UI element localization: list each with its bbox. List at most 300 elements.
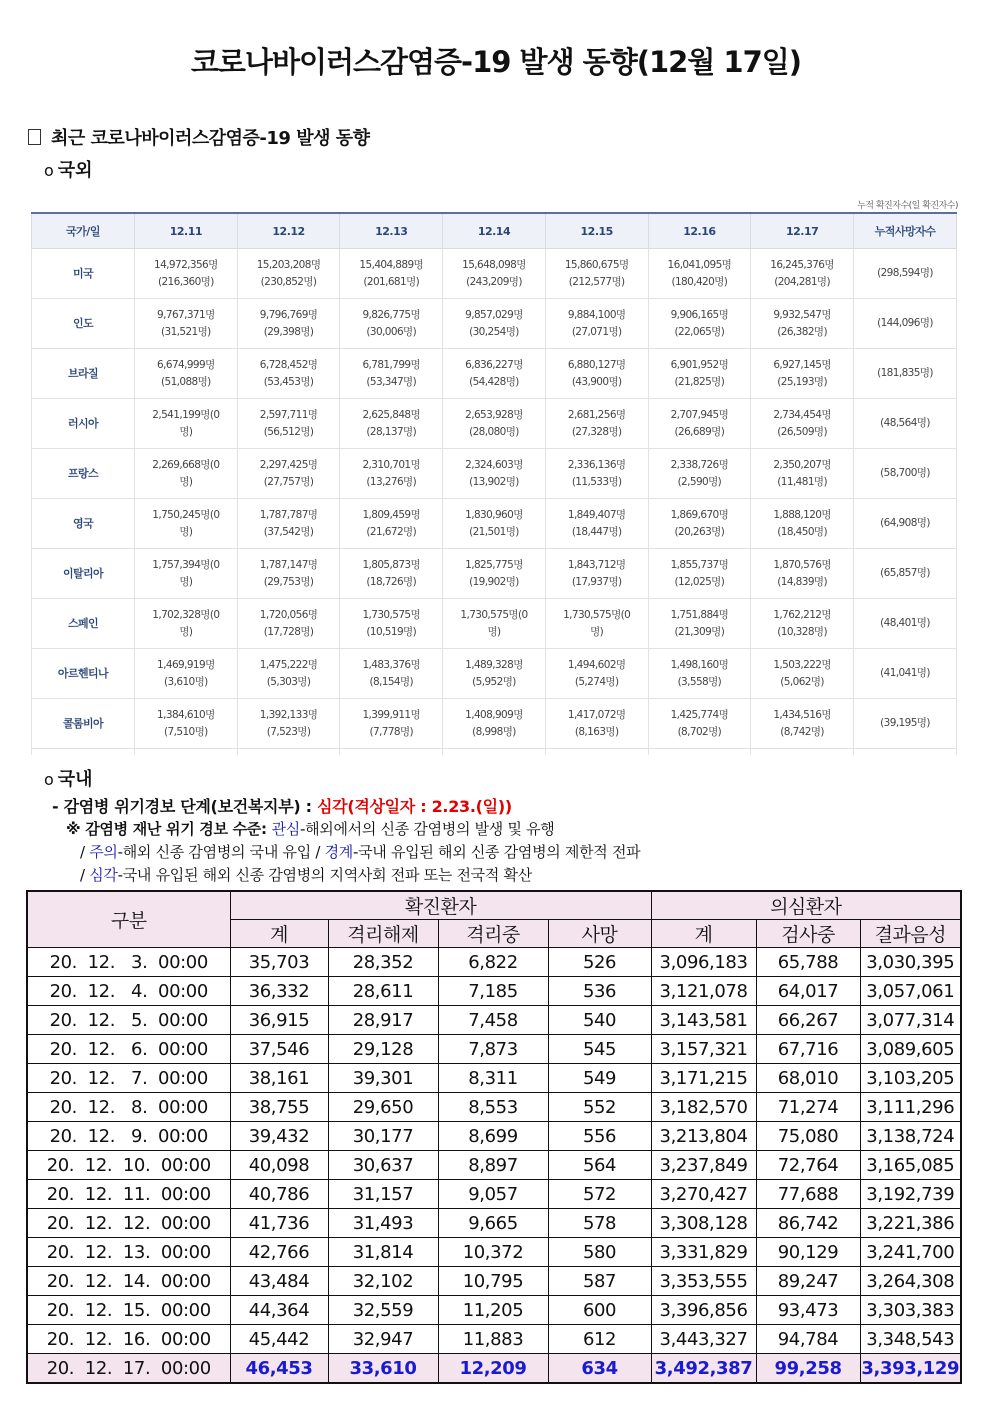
cumulative-deaths: (48,401명) <box>854 599 957 649</box>
cumulative-cases: 1,805,873명 <box>362 558 421 571</box>
header-deaths: 사망 <box>548 920 651 948</box>
cumulative-cases: 6,880,127명 <box>567 358 626 371</box>
stat-cell: 36,915 <box>230 1006 328 1035</box>
case-count-cell <box>545 699 648 749</box>
daily-cases: (5,952명) <box>472 675 516 688</box>
case-count-cell <box>443 649 546 699</box>
stat-cell: 89,247 <box>756 1267 860 1296</box>
cumulative-cases: 16,245,376명 <box>770 258 834 271</box>
cumulative-cases: 16,041,095명 <box>667 258 732 271</box>
cumulative-cases: 2,338,726명 <box>670 458 729 471</box>
stat-cell: 3,192,739 <box>860 1180 961 1209</box>
stat-cell: 564 <box>548 1151 651 1180</box>
country-row <box>32 349 957 399</box>
cumulative-cases: 2,707,945명 <box>670 408 729 421</box>
stat-cell: 77,688 <box>756 1180 860 1209</box>
note-prefix: ※ 감염병 재난 위기 경보 수준: <box>66 820 272 838</box>
stat-cell: 8,897 <box>438 1151 548 1180</box>
case-count-cell <box>340 399 443 449</box>
case-count-cell <box>545 449 648 499</box>
stat-cell: 3,182,570 <box>651 1093 756 1122</box>
daily-cases: (26,509명) <box>777 425 827 438</box>
header-released: 격리해제 <box>328 920 438 948</box>
header-date: 12.12 <box>237 213 340 249</box>
cumulative-cases: 1,503,222명 <box>773 658 831 671</box>
daily-cases: (13,902명) <box>469 475 519 488</box>
daily-stats-row <box>27 1006 961 1035</box>
stat-cell: 94,784 <box>756 1325 860 1354</box>
daily-stats-row <box>27 977 961 1006</box>
stat-cell: 580 <box>548 1238 651 1267</box>
daily-cases: (8,998명) <box>472 725 516 738</box>
stat-cell: 68,010 <box>756 1064 860 1093</box>
stat-cell: 3,057,061 <box>860 977 961 1006</box>
cumulative-cases: 1,469,919명 <box>157 658 215 671</box>
country-name: 콜롬비아 <box>32 699 135 749</box>
case-count-cell <box>545 249 648 299</box>
case-count-cell <box>135 249 238 299</box>
cumulative-cases: 2,324,603명 <box>465 458 523 471</box>
daily-cases: (5,274명) <box>574 675 619 688</box>
daily-cases: (37,542명) <box>263 525 314 538</box>
case-count-cell <box>237 299 340 349</box>
cumulative-cases: 14,972,356명 <box>154 258 218 271</box>
case-count-cell <box>340 699 443 749</box>
section-heading-text: 최근 코로나바이러스감염증-19 발생 동향 <box>51 128 370 149</box>
empty-cell <box>443 749 546 756</box>
cumulative-deaths: (64,908명) <box>854 499 957 549</box>
daily-cases: (19,902명) <box>469 575 519 588</box>
stat-cell: 28,352 <box>328 948 438 977</box>
daily-cases: 명) <box>179 475 193 488</box>
stat-cell: 29,128 <box>328 1035 438 1064</box>
cumulative-cases: 1,787,787명 <box>259 508 318 521</box>
cumulative-cases: 9,932,547명 <box>773 308 831 321</box>
header-negative: 결과음성 <box>860 920 961 948</box>
stat-cell: 8,553 <box>438 1093 548 1122</box>
cumulative-cases: 1,730,575명 <box>362 608 421 621</box>
cumulative-cases: 1,425,774명 <box>670 708 729 721</box>
cumulative-cases: 1,408,909명 <box>465 708 523 721</box>
cumulative-cases: 1,399,911명 <box>362 708 421 721</box>
case-count-cell <box>135 649 238 699</box>
stat-cell: 7,873 <box>438 1035 548 1064</box>
stat-cell: 44,364 <box>230 1296 328 1325</box>
daily-cases: (204,281명) <box>774 275 830 288</box>
daily-cases: 명) <box>179 425 193 438</box>
cumulative-cases: 1,702,328명(0 <box>152 608 220 621</box>
daily-cases: (13,276명) <box>366 475 417 488</box>
empty-cell <box>648 749 751 756</box>
cumulative-cases: 2,297,425명 <box>259 458 318 471</box>
cumulative-cases: 15,648,098명 <box>462 258 526 271</box>
case-count-cell <box>237 449 340 499</box>
stat-cell: 35,703 <box>230 948 328 977</box>
stat-cell: 3,111,296 <box>860 1093 961 1122</box>
stat-cell: 3,221,386 <box>860 1209 961 1238</box>
alert-note-line-2 <box>80 841 640 862</box>
cumulative-cases: 2,336,136명 <box>567 458 626 471</box>
case-count-cell <box>751 249 854 299</box>
country-name: 러시아 <box>32 399 135 449</box>
stat-cell: 572 <box>548 1180 651 1209</box>
stat-cell: 540 <box>548 1006 651 1035</box>
daily-stats-row <box>27 1209 961 1238</box>
date-cell: 20. 12. 11. 00:00 <box>27 1180 230 1209</box>
stat-cell: 556 <box>548 1122 651 1151</box>
cumulative-cases: 6,674,999명 <box>157 358 215 371</box>
page-title: 코로나바이러스감염증-19 발생 동향(12월 17일) <box>190 45 802 79</box>
circle-bullet-icon: o <box>44 770 54 789</box>
cumulative-cases: 6,728,452명 <box>259 358 318 371</box>
daily-cases: (8,163명) <box>574 725 619 738</box>
case-count-cell <box>648 549 751 599</box>
daily-stats-row <box>27 1035 961 1064</box>
case-count-cell <box>443 449 546 499</box>
cumulative-cases: 1,730,575명(0 <box>563 608 631 621</box>
alert-level-value: 심각(격상일자 : 2.23.(일)) <box>317 797 512 816</box>
date-cell: 20. 12. 8. 00:00 <box>27 1093 230 1122</box>
country-row <box>32 299 957 349</box>
stat-cell: 3,030,395 <box>860 948 961 977</box>
country-name: 브라질 <box>32 349 135 399</box>
stat-cell: 3,393,129 <box>860 1354 961 1384</box>
stat-cell: 31,493 <box>328 1209 438 1238</box>
case-count-cell <box>751 599 854 649</box>
cumulative-deaths: (58,700명) <box>854 449 957 499</box>
country-name: 아르헨티나 <box>32 649 135 699</box>
cumulative-cases: 1,870,576명 <box>773 558 831 571</box>
date-cell: 20. 12. 17. 00:00 <box>27 1354 230 1384</box>
header-confirmed-group: 확진환자 <box>230 891 651 920</box>
daily-cases: (29,398명) <box>263 325 314 338</box>
daily-cases: (180,420명) <box>671 275 728 288</box>
stat-cell: 86,742 <box>756 1209 860 1238</box>
date-cell: 20. 12. 7. 00:00 <box>27 1064 230 1093</box>
daily-cases: (12,025명) <box>674 575 725 588</box>
stat-cell: 32,559 <box>328 1296 438 1325</box>
cumulative-cases: 2,681,256명 <box>567 408 626 421</box>
stat-cell: 75,080 <box>756 1122 860 1151</box>
stat-cell: 42,766 <box>230 1238 328 1267</box>
header-date: 12.14 <box>443 213 546 249</box>
case-count-cell <box>135 299 238 349</box>
cumulative-cases: 1,392,133명 <box>259 708 318 721</box>
cumulative-cases: 1,489,328명 <box>465 658 523 671</box>
stat-cell: 549 <box>548 1064 651 1093</box>
foreign-label: 국외 <box>57 160 93 181</box>
level-desc-alert: -국내 유입된 해외 신종 감염병의 제한적 전파 <box>353 843 641 861</box>
case-count-cell <box>648 499 751 549</box>
daily-cases: (28,080명) <box>469 425 519 438</box>
daily-cases: (27,328명) <box>571 425 622 438</box>
stat-cell: 578 <box>548 1209 651 1238</box>
cumulative-cases: 2,625,848명 <box>362 408 421 421</box>
cumulative-cases: 2,597,711명 <box>259 408 318 421</box>
case-count-cell <box>648 249 751 299</box>
stat-cell: 99,258 <box>756 1354 860 1384</box>
daily-cases: (10,328명) <box>777 625 827 638</box>
cumulative-cases: 1,762,212명 <box>773 608 831 621</box>
stat-cell: 545 <box>548 1035 651 1064</box>
stat-cell: 3,492,387 <box>651 1354 756 1384</box>
case-count-cell <box>443 299 546 349</box>
case-count-cell <box>237 699 340 749</box>
case-count-cell <box>751 299 854 349</box>
level-desc-serious: -국내 유입된 해외 신종 감염병의 지역사회 전파 또는 전국적 확산 <box>117 866 532 884</box>
daily-stats-row <box>27 1267 961 1296</box>
daily-cases: (8,702명) <box>677 725 722 738</box>
case-count-cell <box>237 349 340 399</box>
stat-cell: 39,301 <box>328 1064 438 1093</box>
case-count-cell <box>135 499 238 549</box>
case-count-cell <box>135 349 238 399</box>
stat-cell: 31,157 <box>328 1180 438 1209</box>
stat-cell: 3,353,555 <box>651 1267 756 1296</box>
case-count-cell <box>340 649 443 699</box>
case-count-cell <box>340 499 443 549</box>
daily-cases: (27,071명) <box>571 325 622 338</box>
circle-bullet-icon: o <box>44 161 54 180</box>
case-count-cell <box>340 599 443 649</box>
stat-cell: 11,883 <box>438 1325 548 1354</box>
date-cell: 20. 12. 16. 00:00 <box>27 1325 230 1354</box>
daily-cases: (51,088명) <box>161 375 211 388</box>
level-name-serious: 심각 <box>89 866 118 884</box>
stat-cell: 32,102 <box>328 1267 438 1296</box>
section-heading <box>28 124 370 150</box>
stat-cell: 10,795 <box>438 1267 548 1296</box>
cumulative-cases: 6,836,227명 <box>465 358 523 371</box>
case-count-cell <box>751 499 854 549</box>
case-count-cell <box>340 299 443 349</box>
header-date: 12.17 <box>751 213 854 249</box>
stat-cell: 3,331,829 <box>651 1238 756 1267</box>
case-count-cell <box>648 699 751 749</box>
country-name: 프랑스 <box>32 449 135 499</box>
empty-cell <box>751 749 854 756</box>
case-count-cell <box>545 399 648 449</box>
cumulative-deaths: (144,096명) <box>854 299 957 349</box>
stat-cell: 65,788 <box>756 948 860 977</box>
case-count-cell <box>751 449 854 499</box>
daily-cases: (21,672명) <box>366 525 417 538</box>
case-count-cell <box>751 649 854 699</box>
stat-cell: 526 <box>548 948 651 977</box>
header-suspected-total: 계 <box>651 920 756 948</box>
stat-cell: 3,138,724 <box>860 1122 961 1151</box>
separator: / <box>80 866 90 884</box>
cumulative-cases: 1,830,960명 <box>465 508 523 521</box>
cumulative-cases: 1,720,056명 <box>259 608 318 621</box>
foreign-subheading <box>44 156 93 182</box>
stat-cell: 31,814 <box>328 1238 438 1267</box>
stat-cell: 3,396,856 <box>651 1296 756 1325</box>
stat-cell: 3,157,321 <box>651 1035 756 1064</box>
stat-cell: 64,017 <box>756 977 860 1006</box>
daily-stats-row <box>27 1325 961 1354</box>
case-count-cell <box>237 599 340 649</box>
cumulative-cases: 15,404,889명 <box>359 258 424 271</box>
case-count-cell <box>135 599 238 649</box>
cumulative-cases: 15,203,208명 <box>256 258 321 271</box>
case-count-cell <box>545 499 648 549</box>
cumulative-cases: 9,884,100명 <box>567 308 626 321</box>
stat-cell: 67,716 <box>756 1035 860 1064</box>
checkbox-square-icon <box>28 129 41 145</box>
cumulative-deaths: (65,857명) <box>854 549 957 599</box>
daily-cases: (30,006명) <box>366 325 417 338</box>
stat-cell: 7,458 <box>438 1006 548 1035</box>
date-cell: 20. 12. 4. 00:00 <box>27 977 230 1006</box>
daily-cases: (20,263명) <box>674 525 725 538</box>
stat-cell: 536 <box>548 977 651 1006</box>
case-count-cell <box>135 699 238 749</box>
stat-cell: 43,484 <box>230 1267 328 1296</box>
stat-cell: 7,185 <box>438 977 548 1006</box>
stat-cell: 587 <box>548 1267 651 1296</box>
daily-stats-row <box>27 1180 961 1209</box>
case-count-cell <box>340 349 443 399</box>
country-row <box>32 649 957 699</box>
separator: / <box>310 843 325 861</box>
empty-cell <box>545 749 648 756</box>
daily-cases: (25,193명) <box>777 375 827 388</box>
daily-cases: (28,137명) <box>366 425 417 438</box>
country-row <box>32 449 957 499</box>
stat-cell: 3,143,581 <box>651 1006 756 1035</box>
cumulative-cases: 1,843,712명 <box>567 558 626 571</box>
case-count-cell <box>340 449 443 499</box>
cumulative-deaths: (181,835명) <box>854 349 957 399</box>
daily-cases: (216,360명) <box>157 275 214 288</box>
case-count-cell <box>443 399 546 449</box>
case-count-cell <box>443 499 546 549</box>
case-count-cell <box>443 549 546 599</box>
case-count-cell <box>237 249 340 299</box>
date-cell: 20. 12. 3. 00:00 <box>27 948 230 977</box>
case-count-cell <box>545 599 648 649</box>
cumulative-cases: 1,751,884명 <box>670 608 729 621</box>
case-count-cell <box>237 399 340 449</box>
stat-cell: 3,270,427 <box>651 1180 756 1209</box>
daily-cases: (8,742명) <box>780 725 824 738</box>
header-country-date: 국가/일 <box>32 213 135 249</box>
daily-cases: (54,428명) <box>469 375 519 388</box>
country-name: 영국 <box>32 499 135 549</box>
daily-cases: (10,519명) <box>366 625 417 638</box>
header-testing: 검사중 <box>756 920 860 948</box>
country-row <box>32 399 957 449</box>
case-count-cell <box>545 649 648 699</box>
cumulative-cases: 1,888,120명 <box>773 508 831 521</box>
cumulative-cases: 9,906,165명 <box>670 308 729 321</box>
date-cell: 20. 12. 12. 00:00 <box>27 1209 230 1238</box>
case-count-cell <box>443 699 546 749</box>
daily-cases: (31,521명) <box>161 325 211 338</box>
stat-cell: 40,786 <box>230 1180 328 1209</box>
daily-cases: (17,728명) <box>263 625 314 638</box>
stat-cell: 3,237,849 <box>651 1151 756 1180</box>
case-count-cell <box>237 499 340 549</box>
cumulative-cases: 1,498,160명 <box>670 658 729 671</box>
cumulative-cases: 9,826,775명 <box>362 308 421 321</box>
case-count-cell <box>648 349 751 399</box>
case-count-cell <box>545 299 648 349</box>
stat-cell: 3,171,215 <box>651 1064 756 1093</box>
daily-cases: (3,610명) <box>164 675 208 688</box>
daily-cases: (212,577명) <box>568 275 625 288</box>
country-name: 이탈리아 <box>32 549 135 599</box>
stat-cell: 3,089,605 <box>860 1035 961 1064</box>
alert-prefix: - 감염병 위기경보 단계(보건복지부) : <box>52 797 318 816</box>
country-row <box>32 499 957 549</box>
cumulative-cases: 6,781,799명 <box>362 358 421 371</box>
stat-cell: 45,442 <box>230 1325 328 1354</box>
daily-cases: (11,481명) <box>777 475 827 488</box>
level-name-alert: 경계 <box>324 843 353 861</box>
case-count-cell <box>648 399 751 449</box>
stat-cell: 9,665 <box>438 1209 548 1238</box>
header-category: 구분 <box>27 891 230 948</box>
daily-cases: 명) <box>179 625 193 638</box>
unit-note: 누적 확진자수(일 확진자수) <box>857 201 958 211</box>
daily-stats-row <box>27 1238 961 1267</box>
stat-cell: 46,453 <box>230 1354 328 1384</box>
header-date: 12.16 <box>648 213 751 249</box>
case-count-cell <box>751 349 854 399</box>
daily-cases: (27,757명) <box>263 475 314 488</box>
case-count-cell <box>135 449 238 499</box>
cumulative-cases: 1,849,407명 <box>567 508 626 521</box>
cumulative-cases: 15,860,675명 <box>564 258 629 271</box>
empty-cell <box>854 749 957 756</box>
daily-cases: 명) <box>487 625 501 638</box>
stat-cell: 40,098 <box>230 1151 328 1180</box>
alert-note-line-1 <box>66 818 555 839</box>
case-count-cell <box>340 249 443 299</box>
header-date: 12.15 <box>545 213 648 249</box>
country-row <box>32 599 957 649</box>
stat-cell: 3,165,085 <box>860 1151 961 1180</box>
domestic-label: 국내 <box>57 769 93 790</box>
daily-cases: (26,689명) <box>674 425 725 438</box>
daily-cases: (18,726명) <box>366 575 417 588</box>
daily-cases: (7,523명) <box>266 725 311 738</box>
stat-cell: 12,209 <box>438 1354 548 1384</box>
daily-cases: (5,062명) <box>780 675 824 688</box>
stat-cell: 3,096,183 <box>651 948 756 977</box>
stat-cell: 3,308,128 <box>651 1209 756 1238</box>
cumulative-cases: 2,734,454명 <box>773 408 831 421</box>
cumulative-deaths: (298,594명) <box>854 249 957 299</box>
daily-cases: (26,382명) <box>777 325 827 338</box>
empty-cell <box>340 749 443 756</box>
cumulative-deaths: (41,041명) <box>854 649 957 699</box>
case-count-cell <box>545 349 648 399</box>
cumulative-cases: 2,310,701명 <box>362 458 421 471</box>
stat-cell: 8,699 <box>438 1122 548 1151</box>
header-deaths: 누적사망자수 <box>854 213 957 249</box>
stat-cell: 6,822 <box>438 948 548 977</box>
daily-cases: (29,753명) <box>263 575 314 588</box>
daily-cases: 명) <box>179 525 193 538</box>
daily-cases: (2,590명) <box>677 475 722 488</box>
cumulative-cases: 1,384,610명 <box>157 708 215 721</box>
empty-row <box>32 749 957 756</box>
case-count-cell <box>648 299 751 349</box>
separator: / <box>80 843 90 861</box>
